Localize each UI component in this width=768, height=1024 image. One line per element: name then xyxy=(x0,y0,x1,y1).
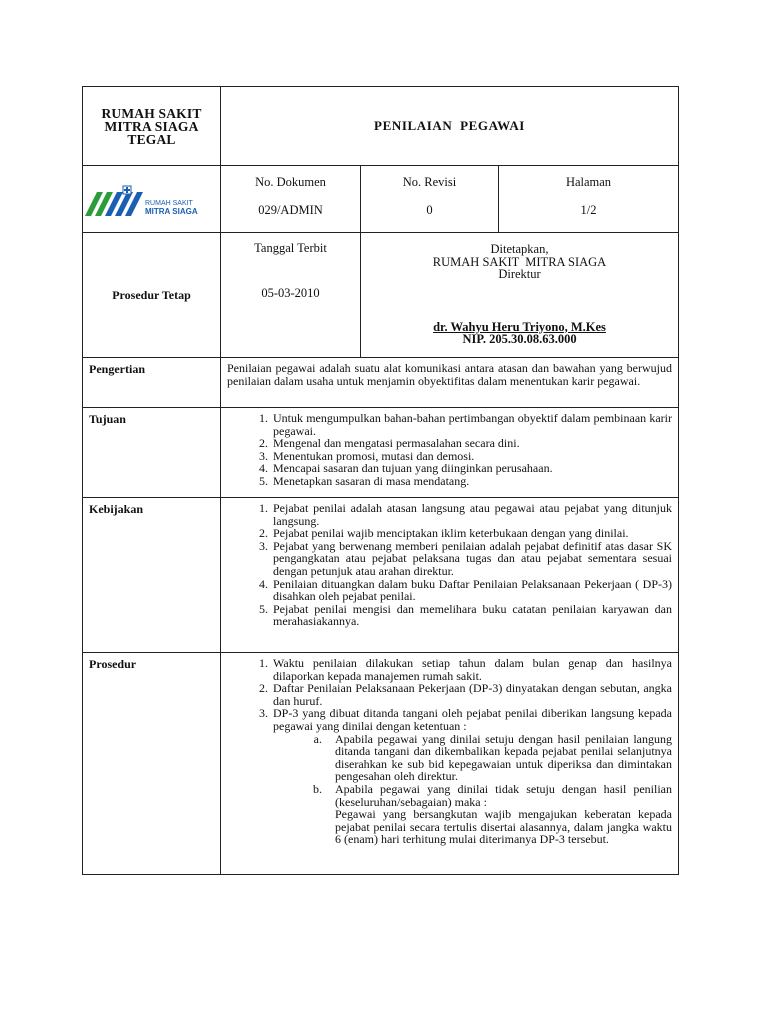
no-dokumen-label: No. Dokumen xyxy=(255,175,326,189)
sub-item-b xyxy=(325,783,672,846)
list-item: 1. Waktu penilaian dilakukan setiap tahun dalam bulan genap dan hasilnya dilaporkan kepada manajemen rumah sakit. xyxy=(271,657,672,682)
prosedur-body xyxy=(221,653,679,875)
list-item: 4. Penilaian dituangkan dalam buku Daftar Penilaian Pelaksanaan Pekerjaan ( DP-3) disahkan oleh pejabat penilai. xyxy=(271,578,672,603)
halaman-label: Halaman xyxy=(565,175,612,189)
ditetapkan-org: RUMAH SAKIT MITRA SIAGA xyxy=(432,254,607,269)
org-line-3: TEGAL xyxy=(127,131,176,147)
sub-item-b-line2: Pegawai yang bersangkutan wajib mengajukan keberatan kepada pejabat penilai secara tertulis disertai alasannya, dalam jangka waktu 6 (enam) hari terhitung mulai diterimanya DP-3 tersebut. xyxy=(335,807,673,847)
no-revisi-cell xyxy=(361,166,499,233)
no-dokumen-cell xyxy=(221,166,361,233)
list-item xyxy=(271,707,672,846)
logo-text-bottom: MITRA SIAGA xyxy=(145,206,198,216)
list-item: 2. Daftar Penilaian Pelaksanaan Pekerjaan (DP-3) dinyatakan dengan sebutan, angka dan huruf. xyxy=(271,682,672,707)
list-item: 2. Mengenal dan mengatasi permasalahan secara dini. xyxy=(271,437,672,450)
tanggal-terbit-value: 05-03-2010 xyxy=(261,286,320,300)
document-title: PENILAIAN PEGAWAI xyxy=(221,87,679,166)
list-item: 5. Pejabat penilai mengisi dan memelihara buku catatan penilaian karyawan dan merahasiakannya. xyxy=(271,603,672,628)
prosedur-item-3-text: DP-3 yang dibuat ditanda tangani oleh pejabat penilai diberikan langsung kepada pegawai yang dinilai dengan ketentuan : xyxy=(273,706,673,733)
tujuan-body xyxy=(221,408,679,498)
tanggal-terbit-label: Tanggal Terbit xyxy=(254,241,327,255)
prosedur-label: Prosedur xyxy=(83,653,221,875)
tujuan-list xyxy=(227,412,672,488)
prosedur-list xyxy=(227,657,672,846)
sub-item-a: a. Apabila pegawai yang dinilai setuju dengan hasil penilaian langung ditanda tangani dan dikembalikan kepada pejabat penilai selanjutnya diserahkan ke sub bid kepegawaian untuk diperiksa dan dimintakan pengesahan oleh direktur. xyxy=(325,733,672,783)
list-item: 3. Menentukan promosi, mutasi dan demosi. xyxy=(271,450,672,463)
tujuan-label: Tujuan xyxy=(83,408,221,498)
pengertian-text: Penilaian pegawai adalah suatu alat komunikasi antara atasan dan bawahan yang berwujud penilaian dalam usaha untuk menjamin obyektifitas dalam menentukan karir pegawai. xyxy=(221,358,679,408)
halaman-cell xyxy=(499,166,679,233)
ditetapkan-jabatan: Direktur xyxy=(498,267,541,281)
logo-cell xyxy=(83,166,221,233)
sop-table xyxy=(82,86,679,875)
ditetapkan-text: Ditetapkan, xyxy=(490,242,549,256)
list-item: 1. Untuk mengumpulkan bahan-bahan pertimbangan obyektif dalam pembinaan karir pegawai. xyxy=(271,412,672,437)
list-item: 5. Menetapkan sasaran di masa mendatang. xyxy=(271,475,672,488)
list-item: 2. Pejabat penilai wajib menciptakan iklim keterbukaan dengan yang dinilai. xyxy=(271,527,672,540)
logo-text-top: RUMAH SAKIT xyxy=(145,199,193,207)
no-dokumen-value: 029/ADMIN xyxy=(258,203,323,217)
kebijakan-list xyxy=(227,502,672,628)
org-line-1: RUMAH SAKIT xyxy=(101,105,202,121)
pengertian-label: Pengertian xyxy=(83,358,221,408)
no-revisi-label: No. Revisi xyxy=(402,175,457,189)
halaman-value: 1/2 xyxy=(580,203,597,217)
list-item: 3. Pejabat yang berwenang memberi penilaian adalah pejabat definitif atas dasar SK pengangkatan atau pejabat pelaksana tugas dan atau pejabat sementara sesuai dengan petunjuk atau arahan direktur. xyxy=(271,540,672,578)
sub-item-b-line1: b. Apabila pegawai yang dinilai tidak setuju dengan hasil penilian (keseluruhan/sebagaian) maka : xyxy=(335,781,673,809)
list-item: 4. Mencapai sasaran dan tujuan yang diinginkan perusahaan. xyxy=(271,462,672,475)
director-name: dr. Wahyu Heru Triyono, M.Kes xyxy=(433,319,606,334)
org-line-2: MITRA SIAGA xyxy=(104,118,199,134)
list-item: 1. Pejabat penilai adalah atasan langsung atau pegawai atau pejabat yang ditunjuk langsung. xyxy=(271,502,672,527)
org-name-cell xyxy=(83,87,221,166)
prosedur-tetap-label: Prosedur Tetap xyxy=(83,233,221,358)
kebijakan-label: Kebijakan xyxy=(83,498,221,653)
hospital-logo xyxy=(83,172,219,222)
prosedur-sublist xyxy=(273,733,672,846)
tanggal-terbit-cell xyxy=(221,233,361,358)
no-revisi-value: 0 xyxy=(426,203,433,217)
ditetapkan-cell xyxy=(361,233,679,358)
kebijakan-body xyxy=(221,498,679,653)
director-nip: NIP. 205.30.08.63.000 xyxy=(462,332,577,346)
